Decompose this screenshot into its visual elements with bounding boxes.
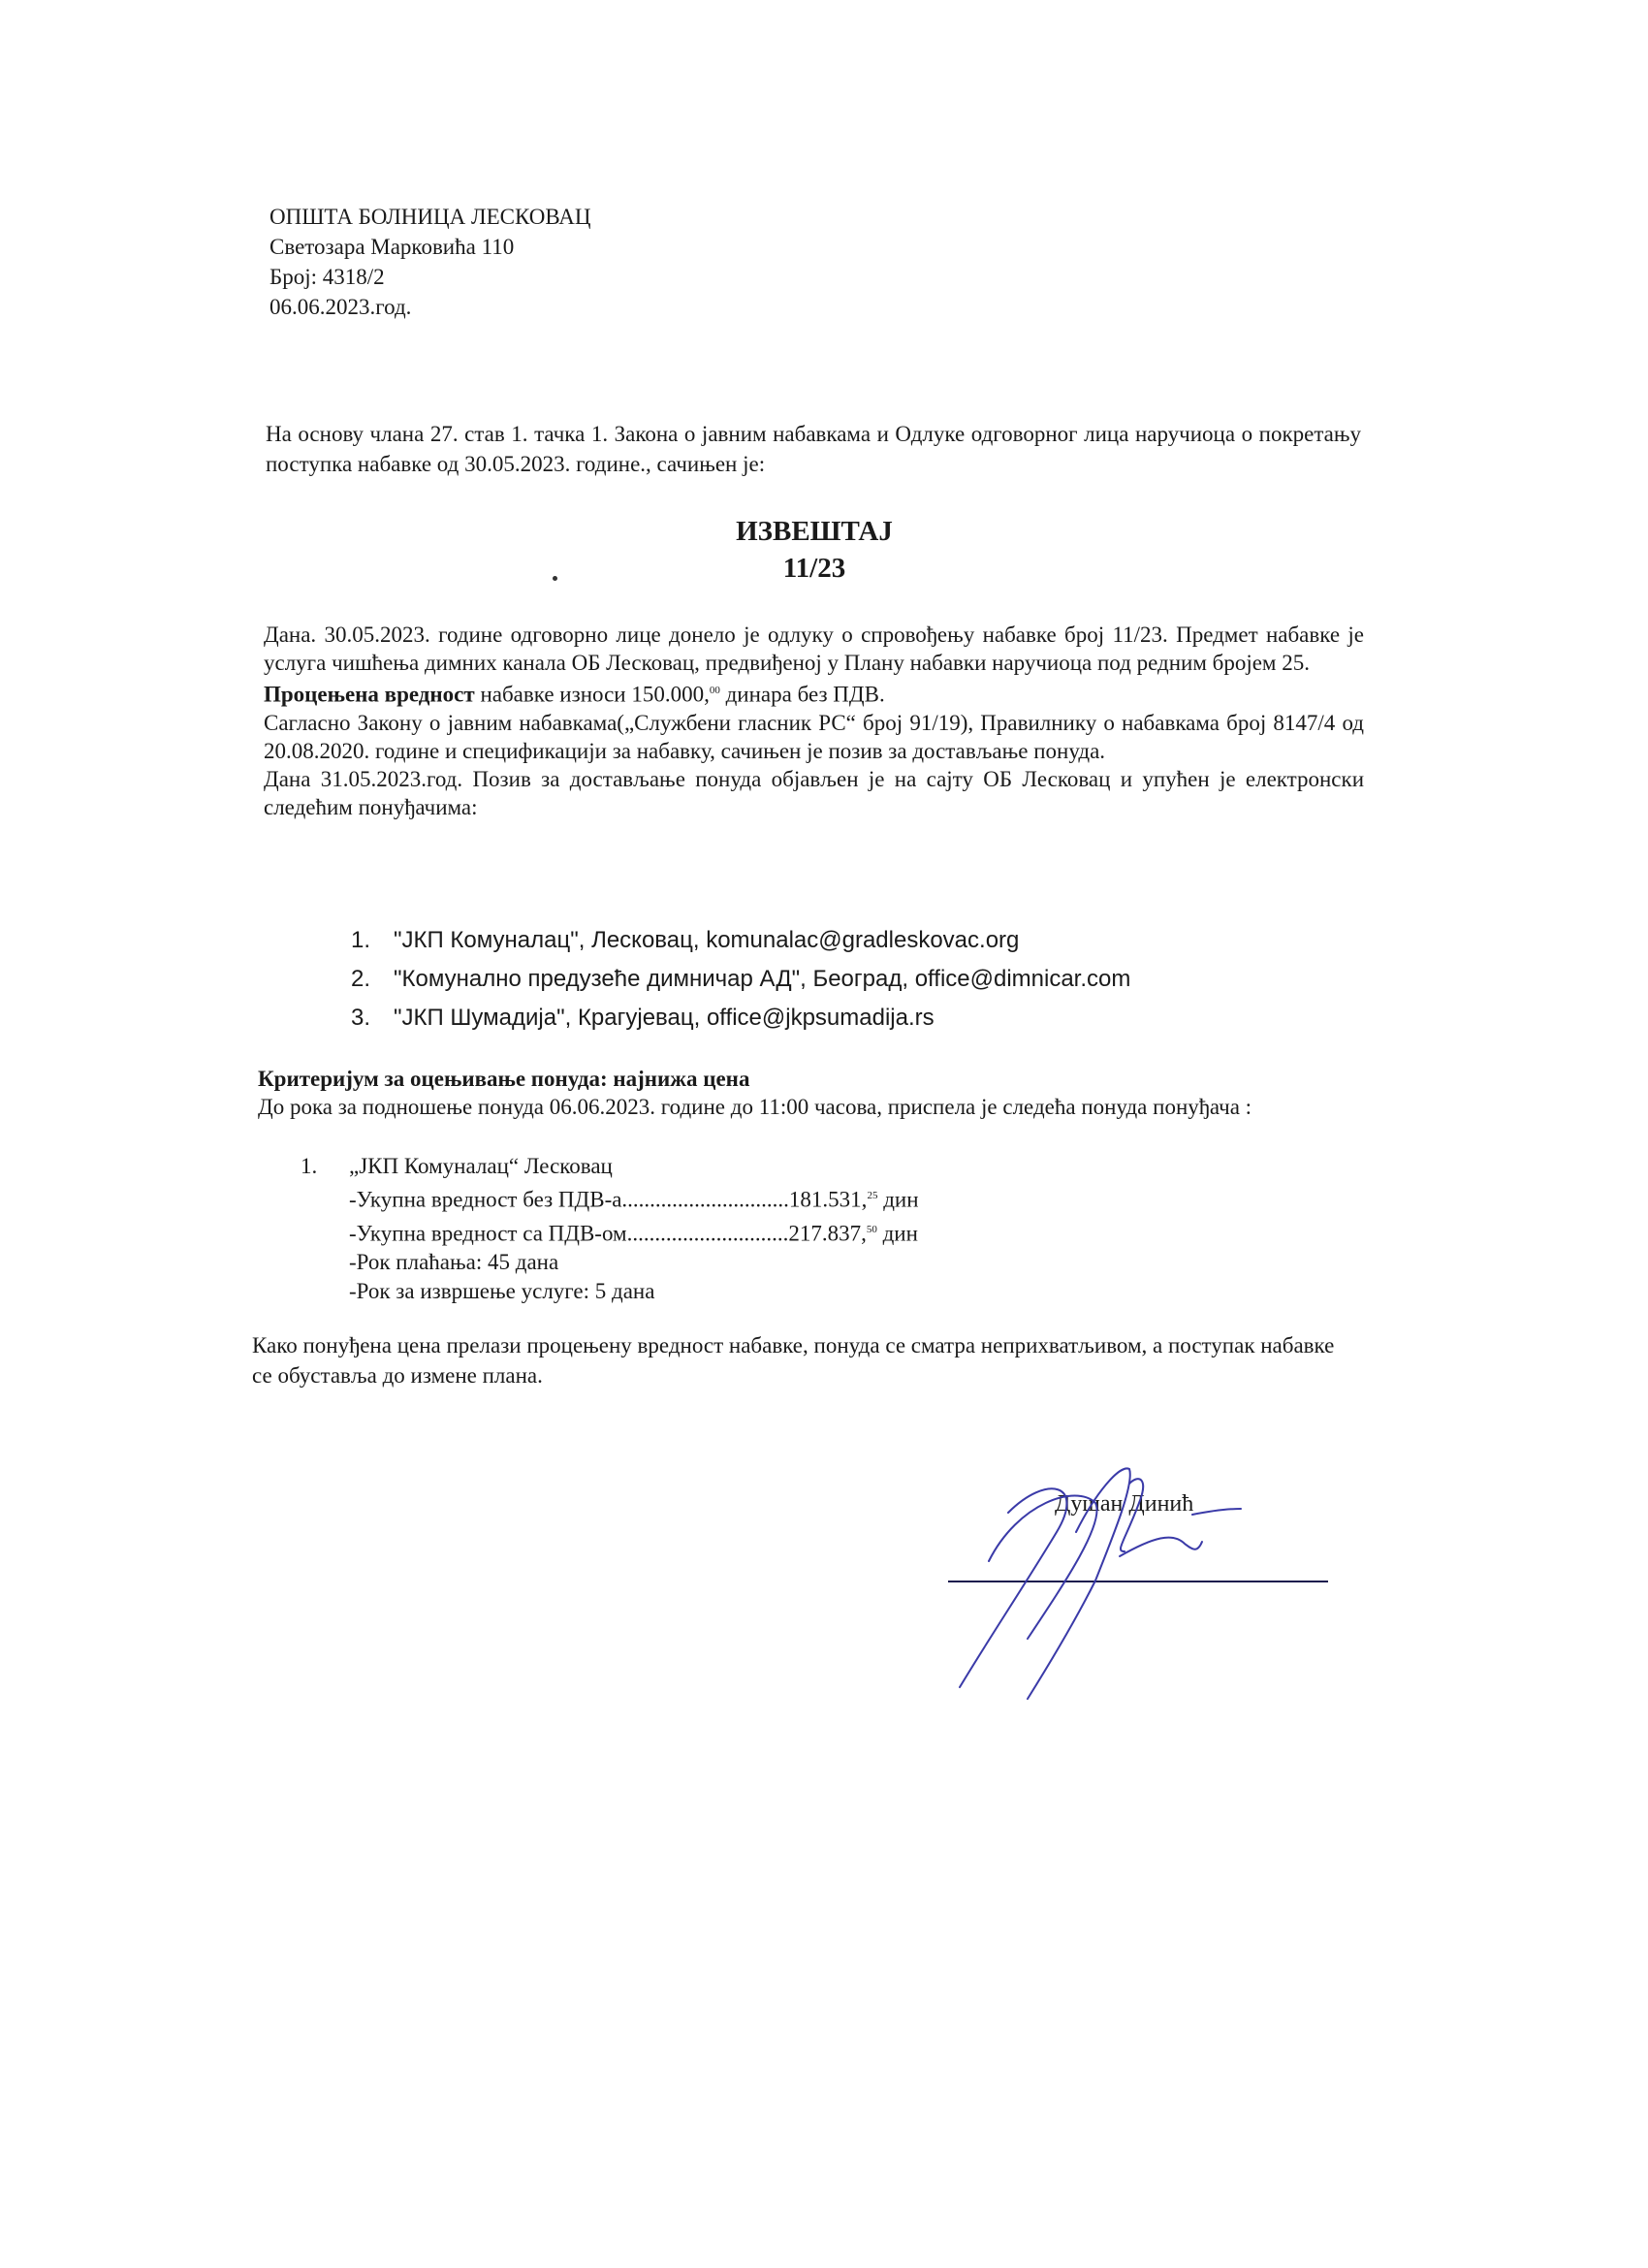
bidders-list (351, 921, 1130, 1038)
institution-name: ОПШТА БОЛНИЦА ЛЕСКОВАЦ (269, 205, 591, 229)
conclusion-paragraph: Како понуђена цена прелази процењену вредност набавке, понуда се сматра неприхватљивом, а поступак набавке се обуставља до измене плана. (252, 1333, 1335, 1388)
estimated-value-currency: динара без ПДВ. (719, 682, 885, 707)
value-without-vat-text: -Укупна вредност без ПДВ-а..............................181.531, (349, 1187, 868, 1212)
offer-value-with-vat (301, 1215, 919, 1249)
intro-paragraph: На основу члана 27. став 1. тачка 1. Закона о јавним набавкама и Одлуке одговорног лица наручиоца о покретању поступка набавке од 30.05.2023. године., сачињен је: (266, 422, 1361, 476)
list-item (351, 960, 1130, 999)
document-date: 06.06.2023.год. (269, 295, 412, 319)
list-item (351, 921, 1130, 960)
estimated-value-paragraph (264, 677, 1364, 709)
value-without-vat-unit: дин (877, 1187, 919, 1212)
value-with-vat-decimals: 50 (866, 1223, 877, 1235)
list-item (351, 999, 1130, 1038)
criteria-heading: Критеријум за оцењивање понуда: најнижа цена (258, 1067, 750, 1091)
bidder-text: "Комунално предузеће димничар АД", Београд, office@dimnicar.com (394, 966, 1131, 992)
bidder-text: "ЈКП Шумадија", Крагујевац, office@jkpsumadija.rs (394, 1005, 935, 1031)
report-number: 11/23 (782, 553, 846, 584)
body-paragraph-3: Сагласно Закону о јавним набавкама(„Службени гласник РС“ број 91/19), Правилнику о набавкама број 8147/4 од 20.08.2020. године и спецификацији за набавку, сачињен је позив за достављање понуда. (264, 710, 1364, 763)
offer-value-without-vat (301, 1181, 919, 1215)
estimated-value-text: набавке износи 150.000, (474, 682, 710, 707)
received-offer (301, 1152, 919, 1306)
body-paragraph-4: Дана 31.05.2023.год. Позив за достављање понуда објављен је на сајту ОБ Лесковац и упућен је електронски следећим понуђачима: (264, 766, 1364, 819)
criteria-text: До рока за подношење понуда 06.06.2023. године до 11:00 часова, приспела је следећа понуда понуђача : (258, 1095, 1252, 1119)
document-header (269, 202, 590, 322)
value-with-vat-text: -Укупна вредност са ПДВ-ом.............................217.837, (349, 1221, 867, 1246)
list-number: 2. (351, 966, 371, 992)
report-title: ИЗВЕШТАЈ (736, 516, 893, 547)
document-number: Број: 4318/2 (269, 265, 385, 289)
bidder-text: "ЈКП Комуналац", Лесковац, komunalac@gradleskovac.org (394, 927, 1020, 953)
value-with-vat-unit: дин (876, 1221, 918, 1246)
criteria-section (258, 1065, 1361, 1121)
offer-number: 1. (301, 1154, 318, 1178)
institution-address: Светозара Марковића 110 (269, 235, 515, 259)
offer-payment-term: -Рок плаћања: 45 дана (349, 1250, 559, 1275)
body-paragraph-1: Дана. 30.05.2023. године одговорно лице донело је одлуку о спровођењу набавке број 11/23. Предмет набавке је услуга чишћења димних канала ОБ Лесковац, предвиђеној у Плану набавки наручиоца под редним бројем 25. (264, 623, 1364, 675)
list-number: 1. (351, 927, 371, 953)
offer-execution-term: -Рок за извршење услуге: 5 дана (349, 1279, 655, 1304)
estimated-value-decimals: 00 (709, 685, 720, 696)
handwritten-signature (931, 1445, 1299, 1716)
report-body (264, 621, 1364, 821)
signer-name: Душан Динић (1055, 1491, 1194, 1517)
value-without-vat-decimals: 25 (867, 1190, 878, 1201)
offer-name: „ЈКП Комуналац“ Лесковац (349, 1154, 613, 1178)
list-number: 3. (351, 1005, 371, 1031)
estimated-value-label: Процењена вредност (264, 682, 475, 707)
stray-dot (553, 576, 557, 581)
